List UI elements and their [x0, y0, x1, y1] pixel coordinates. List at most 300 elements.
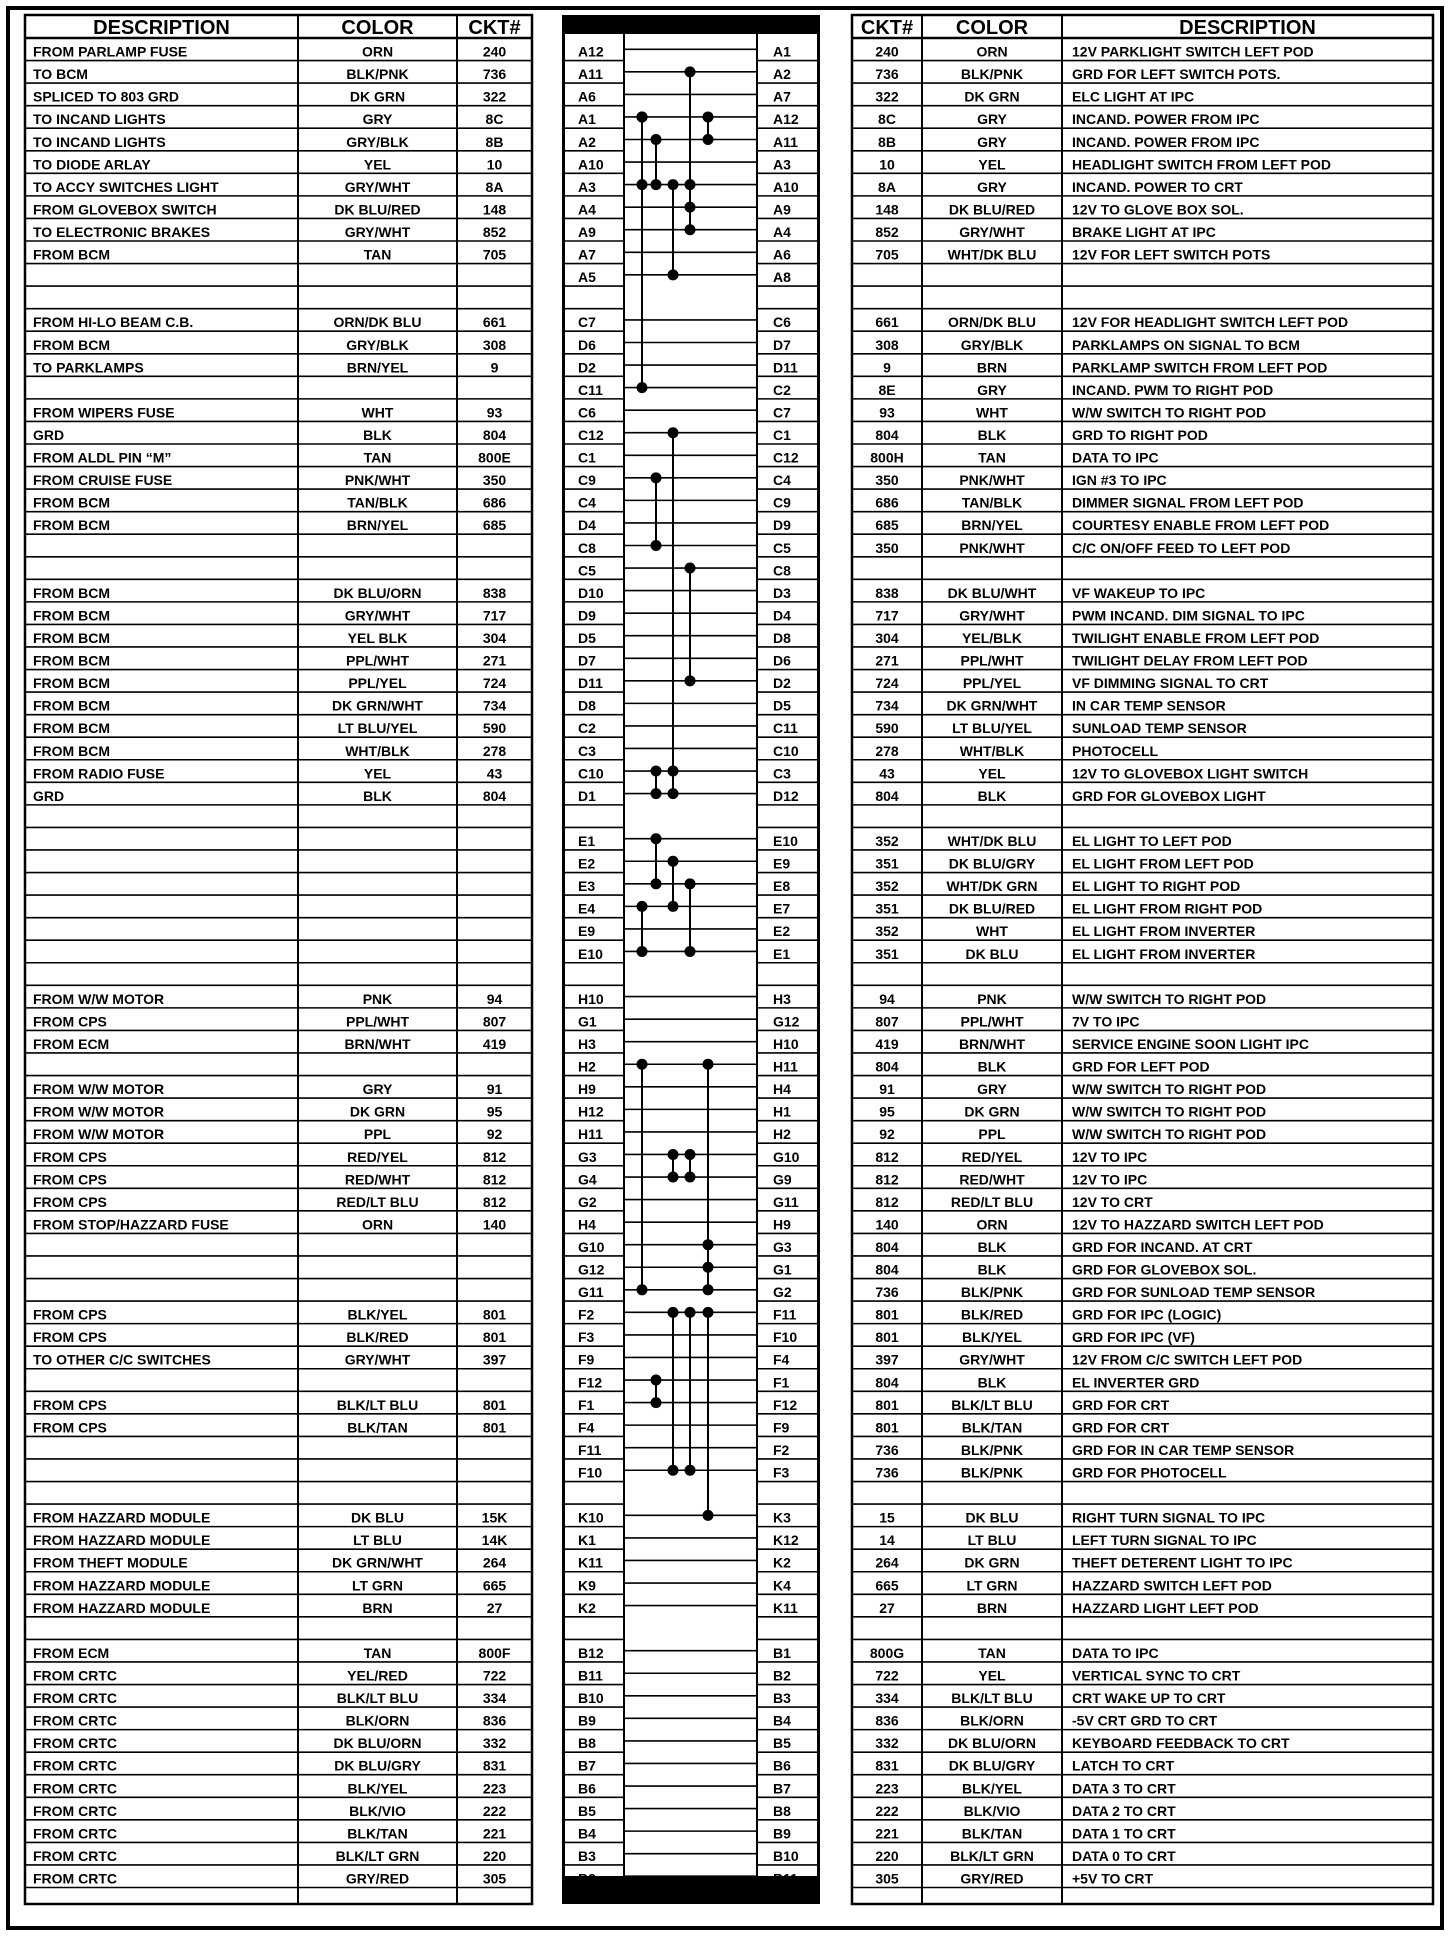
left-circuit-number: 148: [482, 201, 507, 218]
left-pin-label: D10: [578, 584, 604, 601]
right-wire-color: PPL/YEL: [962, 675, 1022, 692]
right-pin-label: H11: [773, 1058, 798, 1075]
left-circuit-number: 8A: [485, 178, 504, 195]
left-pin-label: B12: [578, 1644, 604, 1661]
left-circuit-number: 804: [482, 426, 507, 443]
left-pin-label: A3: [578, 178, 596, 195]
right-pin-label: F3: [773, 1464, 790, 1481]
right-pin-label: B7: [773, 1780, 791, 1797]
splice-dot: [685, 66, 696, 77]
right-pin-label: D12: [773, 787, 799, 804]
right-description: 12V TO CRT: [1072, 1193, 1153, 1210]
right-description: LATCH TO CRT: [1072, 1757, 1175, 1774]
left-description: FROM BCM: [33, 607, 110, 624]
right-wire-color: PNK: [977, 990, 1007, 1007]
left-circuit-number: 665: [482, 1577, 507, 1594]
left-pin-label: G2: [578, 1193, 597, 1210]
right-wire-color: BRN/WHT: [958, 1035, 1026, 1052]
left-circuit-number: 278: [482, 742, 507, 759]
right-wire-color: DK GRN: [964, 1554, 1020, 1571]
left-pin-label: H2: [578, 1058, 596, 1075]
right-wire-color: PPL/WHT: [960, 1013, 1024, 1030]
splice-dot: [685, 179, 696, 190]
left-circuit-number: 801: [482, 1306, 507, 1323]
left-description: FROM CRUISE FUSE: [33, 472, 173, 489]
right-description: DATA 2 TO CRT: [1072, 1802, 1176, 1819]
right-circuit-number: 801: [875, 1329, 899, 1346]
left-pin-label: K10: [578, 1509, 604, 1526]
left-circuit-number: 91: [486, 1081, 503, 1098]
left-pin-label: H12: [578, 1103, 604, 1120]
right-header-ckt: CKT#: [860, 17, 914, 39]
left-wire-color: BLK/YEL: [347, 1306, 408, 1323]
right-description: GRD FOR IPC (LOGIC): [1072, 1306, 1222, 1323]
left-wire-color: BLK: [363, 787, 392, 804]
right-circuit-number: 352: [875, 923, 899, 940]
right-pin-label: E10: [773, 832, 798, 849]
left-pin-label: D9: [578, 607, 596, 624]
left-circuit-number: 43: [486, 765, 503, 782]
right-circuit-number: 8A: [878, 178, 896, 195]
right-pin-label: B11: [773, 1870, 798, 1887]
splice-dot: [703, 111, 714, 122]
left-wire-color: BLK/VIO: [349, 1802, 406, 1819]
right-pin-label: B8: [773, 1802, 791, 1819]
right-circuit-number: 148: [875, 201, 899, 218]
left-pin-label: A9: [578, 223, 596, 240]
left-description: FROM CPS: [33, 1419, 107, 1436]
left-circuit-number: 305: [482, 1870, 507, 1887]
right-description: 12V PARKLIGHT SWITCH LEFT POD: [1072, 43, 1314, 60]
left-wire-color: BRN/YEL: [346, 359, 409, 376]
left-wire-color: GRY/WHT: [344, 1351, 411, 1368]
right-pin-label: G9: [773, 1171, 792, 1188]
left-pin-label: G12: [578, 1261, 605, 1278]
right-description: SUNLOAD TEMP SENSOR: [1072, 720, 1247, 737]
right-pin-label: A8: [773, 269, 791, 286]
right-pin-label: B10: [773, 1847, 799, 1864]
right-description: INCAND. POWER FROM IPC: [1072, 133, 1260, 150]
left-pin-label: B3: [578, 1847, 596, 1864]
right-pin-label: H9: [773, 1216, 791, 1233]
left-pin-label: A12: [578, 43, 604, 60]
right-wire-color: DK GRN: [964, 88, 1020, 105]
splice-dot: [651, 833, 662, 844]
right-pin-label: K12: [773, 1532, 799, 1549]
right-circuit-number: 804: [875, 1374, 899, 1391]
right-wire-color: TAN/BLK: [961, 494, 1023, 511]
splice-dot: [668, 856, 679, 867]
left-pin-label: F12: [578, 1374, 603, 1391]
left-description: FROM W/W MOTOR: [33, 1126, 165, 1143]
right-circuit-number: 223: [875, 1780, 899, 1797]
right-circuit-number: 352: [875, 832, 899, 849]
right-circuit-number: 332: [875, 1735, 899, 1752]
right-circuit-number: 91: [879, 1081, 895, 1098]
left-pin-label: K9: [578, 1577, 596, 1594]
right-pin-label: A6: [773, 246, 791, 263]
left-description: FROM W/W MOTOR: [33, 1081, 165, 1098]
splice-dot: [668, 269, 679, 280]
right-wire-color: BLK/YEL: [962, 1329, 1022, 1346]
left-wire-color: PPL/YEL: [348, 675, 407, 692]
right-description: 12V FOR HEADLIGHT SWITCH LEFT POD: [1072, 314, 1349, 331]
splice-dot: [668, 788, 679, 799]
right-pin-label: F11: [773, 1306, 797, 1323]
right-wire-color: BLK: [977, 1261, 1007, 1278]
left-description: FROM BCM: [33, 336, 110, 353]
splice-dot: [668, 179, 679, 190]
right-description: HAZZARD SWITCH LEFT POD: [1072, 1577, 1272, 1594]
left-wire-color: GRY/WHT: [344, 178, 411, 195]
left-description: FROM CPS: [33, 1148, 107, 1165]
right-pin-label: E1: [773, 945, 791, 962]
right-circuit-number: 836: [875, 1712, 899, 1729]
left-circuit-number: 334: [482, 1690, 507, 1707]
right-circuit-number: 590: [875, 720, 899, 737]
left-description: FROM CRTC: [33, 1735, 117, 1752]
left-wire-color: RED/YEL: [347, 1148, 408, 1165]
right-circuit-number: 8C: [878, 111, 896, 128]
left-header-color: COLOR: [341, 17, 414, 39]
left-circuit-number: 94: [486, 990, 503, 1007]
left-circuit-number: 661: [482, 314, 507, 331]
right-description: THEFT DETERENT LIGHT TO IPC: [1072, 1554, 1293, 1571]
right-pin-label: C9: [773, 494, 791, 511]
splice-dot: [685, 946, 696, 957]
left-pin-label: C11: [578, 381, 603, 398]
left-wire-color: DK BLU: [351, 1509, 404, 1526]
splice-dot: [685, 1172, 696, 1183]
left-pin-label: D8: [578, 697, 596, 714]
left-description: FROM CPS: [33, 1306, 107, 1323]
left-circuit-number: 705: [482, 246, 507, 263]
left-circuit-number: 93: [486, 404, 503, 421]
right-pin-label: C1: [773, 426, 791, 443]
splice-dot: [651, 179, 662, 190]
left-wire-color: LT BLU/YEL: [337, 720, 418, 737]
right-description: VF WAKEUP TO IPC: [1072, 584, 1206, 601]
right-pin-label: B5: [773, 1735, 791, 1752]
left-pin-label: C8: [578, 539, 596, 556]
left-pin-label: B11: [578, 1667, 603, 1684]
right-circuit-number: 95: [879, 1103, 895, 1120]
left-pin-label: G1: [578, 1013, 597, 1030]
left-circuit-number: 801: [482, 1419, 507, 1436]
right-wire-color: GRY: [977, 111, 1007, 128]
splice-dot: [703, 1307, 714, 1318]
left-description: FROM BCM: [33, 517, 110, 534]
right-description: TWILIGHT ENABLE FROM LEFT POD: [1072, 629, 1320, 646]
right-pin-label: G12: [773, 1013, 800, 1030]
right-pin-label: A1: [773, 43, 791, 60]
left-wire-color: BLK/RED: [346, 1329, 409, 1346]
left-pin-label: E2: [578, 855, 596, 872]
left-wire-color: RED/LT BLU: [336, 1193, 419, 1210]
left-wire-color: PPL: [363, 1126, 392, 1143]
right-circuit-number: 350: [875, 472, 899, 489]
right-circuit-number: 8B: [878, 133, 896, 150]
left-description: FROM CRTC: [33, 1712, 117, 1729]
right-pin-label: A4: [773, 223, 791, 240]
left-pin-label: C9: [578, 472, 596, 489]
right-wire-color: PPL: [978, 1126, 1006, 1143]
left-pin-label: C2: [578, 720, 596, 737]
left-description: FROM HAZZARD MODULE: [33, 1532, 211, 1549]
splice-dot: [637, 111, 648, 122]
right-circuit-number: 665: [875, 1577, 899, 1594]
right-circuit-number: 322: [875, 88, 899, 105]
right-description: DATA TO IPC: [1072, 1644, 1159, 1661]
right-wire-color: GRY: [977, 1081, 1007, 1098]
right-circuit-number: 350: [875, 539, 899, 556]
right-pin-label: G2: [773, 1284, 792, 1301]
right-circuit-number: 831: [875, 1757, 899, 1774]
right-wire-color: PPL/WHT: [960, 652, 1024, 669]
right-wire-color: BRN/YEL: [961, 517, 1023, 534]
left-circuit-number: 332: [482, 1735, 507, 1752]
left-description: GRD: [33, 426, 65, 443]
right-circuit-number: 804: [875, 1058, 899, 1075]
right-pin-label: D4: [773, 607, 791, 624]
left-pin-label: C5: [578, 562, 596, 579]
left-description: FROM CRTC: [33, 1690, 117, 1707]
right-wire-color: BLK: [977, 426, 1007, 443]
right-pin-label: D2: [773, 675, 791, 692]
left-circuit-number: 734: [482, 697, 507, 714]
left-pin-label: B6: [578, 1780, 596, 1797]
right-description: EL LIGHT FROM RIGHT POD: [1072, 900, 1263, 917]
right-wire-color: WHT/BLK: [959, 742, 1025, 759]
splice-dot: [685, 563, 696, 574]
left-circuit-number: 223: [482, 1780, 507, 1797]
splice-dot: [651, 134, 662, 145]
left-wire-color: PNK: [362, 990, 393, 1007]
left-description: TO OTHER C/C SWITCHES: [33, 1351, 211, 1368]
right-description: GRD FOR INCAND. AT CRT: [1072, 1238, 1253, 1255]
left-circuit-number: 812: [482, 1148, 507, 1165]
right-pin-label: A7: [773, 88, 791, 105]
left-description: FROM CRTC: [33, 1780, 117, 1797]
right-wire-color: GRY: [977, 133, 1007, 150]
left-wire-color: BLK: [363, 426, 392, 443]
splice-dot: [637, 901, 648, 912]
splice-dot: [651, 766, 662, 777]
right-wire-color: RED/WHT: [959, 1171, 1025, 1188]
right-circuit-number: 804: [875, 1238, 899, 1255]
right-wire-color: DK BLU/ORN: [948, 1735, 1036, 1752]
splice-dot: [685, 878, 696, 889]
left-pin-label: D11: [578, 675, 603, 692]
right-pin-label: E9: [773, 855, 791, 872]
right-wire-color: BLK: [977, 1058, 1007, 1075]
right-description: W/W SWITCH TO RIGHT POD: [1072, 404, 1267, 421]
right-pin-label: D6: [773, 652, 791, 669]
left-wire-color: GRY: [362, 1081, 393, 1098]
right-pin-label: H10: [773, 1035, 799, 1052]
right-description: GRD FOR GLOVEBOX LIGHT: [1072, 787, 1266, 804]
left-wire-color: GRY/RED: [345, 1870, 410, 1887]
right-circuit-number: 812: [875, 1148, 899, 1165]
left-pin-label: G10: [578, 1238, 605, 1255]
right-pin-label: G10: [773, 1148, 800, 1165]
left-circuit-number: 14K: [481, 1532, 508, 1549]
right-header-color: COLOR: [955, 17, 1029, 39]
left-wire-color: TAN/BLK: [347, 494, 408, 511]
left-wire-color: PNK/WHT: [344, 472, 411, 489]
right-pin-label: H1: [773, 1103, 791, 1120]
right-wire-color: ORN/DK BLU: [948, 314, 1036, 331]
right-pin-label: K11: [773, 1599, 798, 1616]
right-circuit-number: 308: [875, 336, 899, 353]
right-description: W/W SWITCH TO RIGHT POD: [1072, 1126, 1267, 1143]
left-wire-color: BLK/YEL: [347, 1780, 408, 1797]
right-circuit-number: 14: [879, 1532, 895, 1549]
right-circuit-number: 271: [875, 652, 899, 669]
left-description: FROM CRTC: [33, 1757, 117, 1774]
right-description: GRD FOR SUNLOAD TEMP SENSOR: [1072, 1284, 1316, 1301]
right-wire-color: RED/YEL: [961, 1148, 1023, 1165]
right-wire-color: ORN: [976, 43, 1008, 60]
left-pin-label: D4: [578, 517, 596, 534]
right-circuit-number: 43: [879, 765, 895, 782]
left-pin-label: E4: [578, 900, 596, 917]
left-wire-color: DK BLU/ORN: [333, 584, 422, 601]
left-description: FROM ALDL PIN “M”: [33, 449, 172, 466]
left-wire-color: DK BLU/RED: [334, 201, 421, 218]
left-wire-color: PPL/WHT: [346, 652, 409, 669]
right-pin-label: C11: [773, 720, 798, 737]
left-wire-color: RED/WHT: [344, 1171, 411, 1188]
right-circuit-number: 264: [875, 1554, 899, 1571]
right-circuit-number: 800G: [869, 1644, 905, 1661]
splice-dot: [651, 878, 662, 889]
right-description: W/W SWITCH TO RIGHT POD: [1072, 990, 1267, 1007]
left-description: SPLICED TO 803 GRD: [33, 88, 180, 105]
left-description: FROM CRTC: [33, 1667, 117, 1684]
right-circuit-number: 9: [883, 359, 891, 376]
right-wire-color: WHT/DK BLU: [947, 246, 1037, 263]
left-wire-color: DK GRN/WHT: [332, 697, 423, 714]
left-description: TO DIODE ARLAY: [33, 156, 151, 173]
left-header-description: DESCRIPTION: [93, 17, 230, 39]
left-description: FROM HAZZARD MODULE: [33, 1577, 211, 1594]
left-description: FROM BCM: [33, 652, 110, 669]
right-wire-color: GRY/WHT: [959, 223, 1025, 240]
right-pin-label: C8: [773, 562, 791, 579]
left-description: TO PARKLAMPS: [33, 359, 144, 376]
right-circuit-number: 734: [875, 697, 899, 714]
right-wire-color: GRY/BLK: [960, 336, 1024, 353]
left-pin-label: B9: [578, 1712, 596, 1729]
left-description: FROM CRTC: [33, 1825, 117, 1842]
left-wire-color: GRY/BLK: [346, 133, 409, 150]
right-wire-color: BRN: [976, 1599, 1008, 1616]
splice-dot: [668, 1172, 679, 1183]
right-pin-label: B4: [773, 1712, 791, 1729]
left-description: FROM CRTC: [33, 1802, 117, 1819]
left-pin-label: F4: [578, 1419, 595, 1436]
left-wire-color: DK GRN/WHT: [332, 1554, 423, 1571]
right-wire-color: BLK: [977, 1374, 1007, 1391]
right-description: GRD FOR IPC (VF): [1072, 1329, 1195, 1346]
left-wire-color: ORN: [361, 43, 394, 60]
right-pin-label: F12: [773, 1396, 798, 1413]
left-circuit-number: 800F: [478, 1644, 511, 1661]
left-pin-label: D2: [578, 359, 596, 376]
splice-dot: [668, 766, 679, 777]
right-wire-color: DK BLU: [965, 1509, 1019, 1526]
left-description: FROM CPS: [33, 1396, 107, 1413]
right-pin-label: D7: [773, 336, 791, 353]
right-pin-label: D5: [773, 697, 791, 714]
splice-dot: [703, 1239, 714, 1250]
right-description: GRD FOR CRT: [1072, 1396, 1170, 1413]
left-circuit-number: 722: [482, 1667, 507, 1684]
right-wire-color: BLK/LT GRN: [950, 1847, 1034, 1864]
right-wire-color: LT BLU/YEL: [952, 720, 1032, 737]
right-pin-label: C12: [773, 449, 799, 466]
left-wire-color: YEL: [363, 156, 392, 173]
right-circuit-number: 240: [875, 43, 899, 60]
splice-dot: [637, 1059, 648, 1070]
right-description: VERTICAL SYNC TO CRT: [1072, 1667, 1241, 1684]
right-wire-color: GRY/RED: [960, 1870, 1024, 1887]
right-description: GRD FOR GLOVEBOX SOL.: [1072, 1261, 1257, 1278]
right-pin-label: D9: [773, 517, 791, 534]
left-pin-label: H10: [578, 990, 604, 1007]
left-pin-label: E10: [578, 945, 603, 962]
right-pin-label: F1: [773, 1374, 790, 1391]
left-pin-label: G3: [578, 1148, 597, 1165]
left-pin-label: B7: [578, 1757, 596, 1774]
left-pin-label: C7: [578, 314, 596, 331]
left-description: FROM CPS: [33, 1193, 107, 1210]
left-wire-color: BLK/TAN: [347, 1419, 408, 1436]
left-wire-color: DK BLU/ORN: [333, 1735, 422, 1752]
right-description: KEYBOARD FEEDBACK TO CRT: [1072, 1735, 1290, 1752]
left-circuit-number: 271: [482, 652, 507, 669]
right-pin-label: E8: [773, 878, 791, 895]
right-wire-color: BLK/PNK: [960, 1284, 1024, 1301]
splice-dot: [668, 1465, 679, 1476]
left-pin-label: B8: [578, 1735, 596, 1752]
right-wire-color: LT BLU: [967, 1532, 1017, 1549]
right-description: ELC LIGHT AT IPC: [1072, 88, 1195, 105]
left-pin-label: G4: [578, 1171, 597, 1188]
left-circuit-number: 27: [486, 1599, 503, 1616]
left-circuit-number: 812: [482, 1193, 507, 1210]
right-circuit-number: 222: [875, 1802, 899, 1819]
left-pin-label: A1: [578, 111, 596, 128]
right-pin-label: C5: [773, 539, 791, 556]
right-description: EL LIGHT FROM LEFT POD: [1072, 855, 1254, 872]
left-wire-color: BLK/ORN: [345, 1712, 410, 1729]
right-description: EL LIGHT TO LEFT POD: [1072, 832, 1232, 849]
left-pin-label: H4: [578, 1216, 596, 1233]
right-circuit-number: 305: [875, 1870, 899, 1887]
right-wire-color: BLK/RED: [960, 1306, 1024, 1323]
left-description: FROM STOP/HAZZARD FUSE: [33, 1216, 229, 1233]
left-circuit-number: 15K: [481, 1509, 508, 1526]
left-wire-color: DK BLU/GRY: [334, 1757, 421, 1774]
right-circuit-number: 736: [875, 1441, 899, 1458]
right-circuit-number: 8E: [878, 381, 896, 398]
left-circuit-number: 419: [482, 1035, 507, 1052]
right-description: DATA 1 TO CRT: [1072, 1825, 1176, 1842]
left-circuit-number: 686: [482, 494, 507, 511]
left-pin-label: H9: [578, 1081, 596, 1098]
